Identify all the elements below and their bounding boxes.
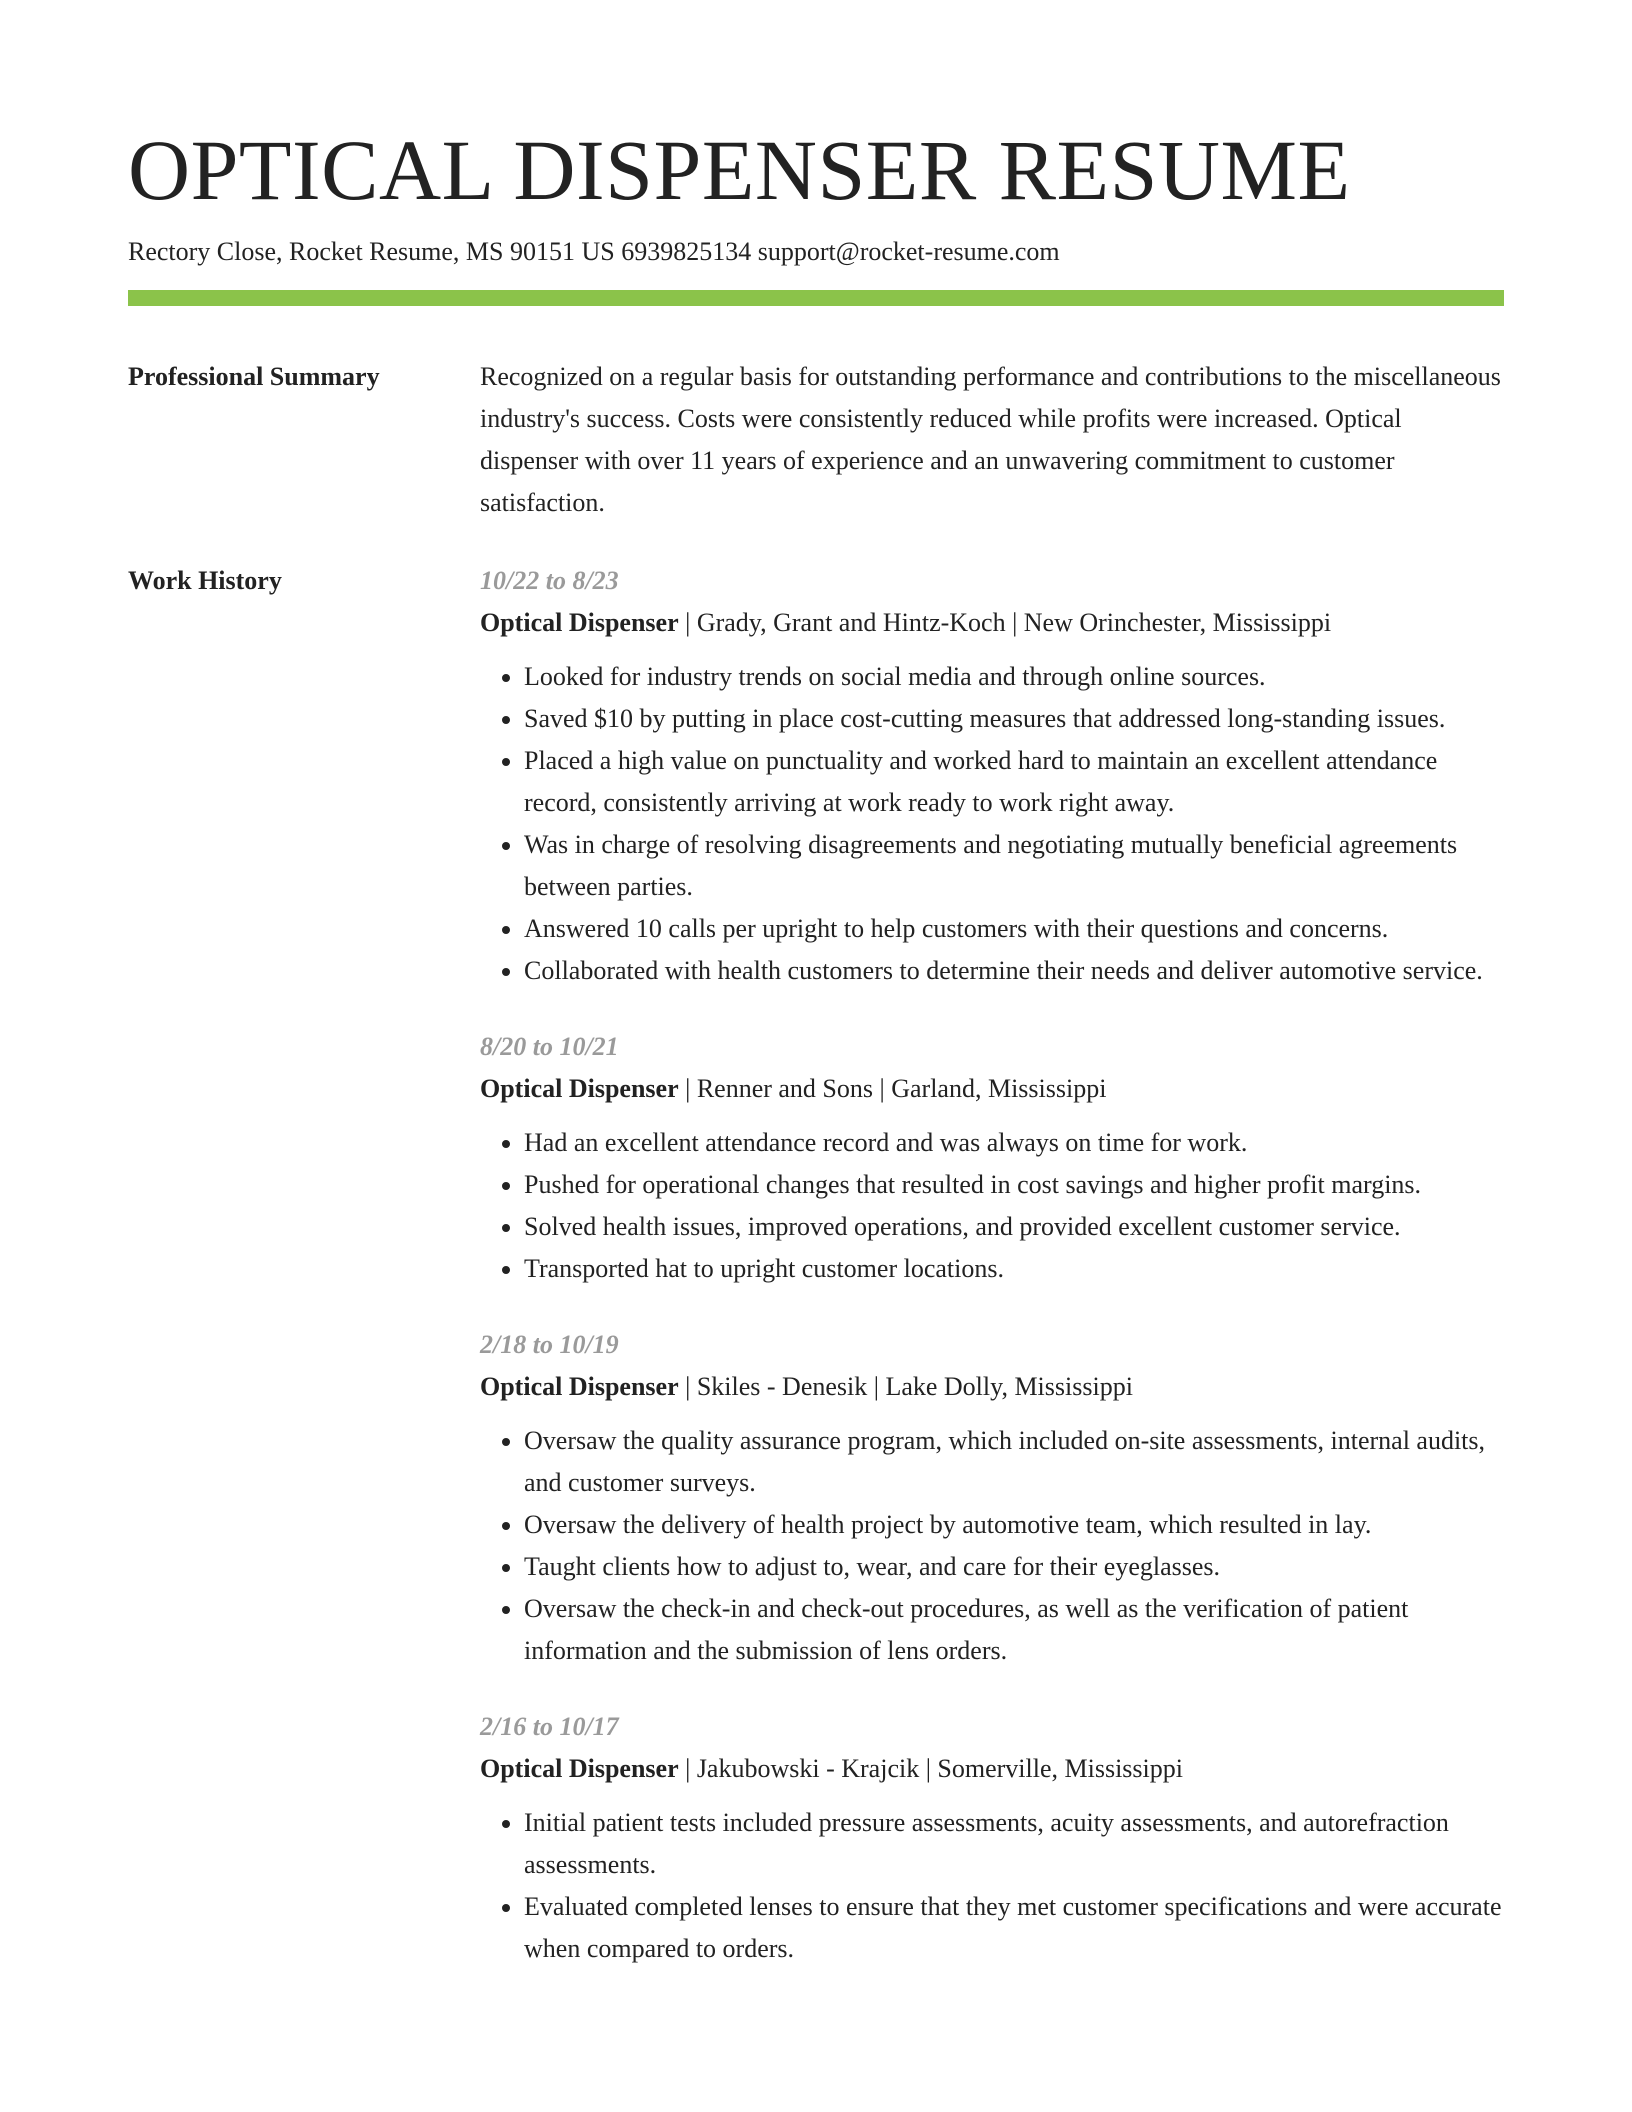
work-history-section (128, 560, 1504, 2004)
job-bullet: • Evaluated completed lenses to ensure that they met customer specifications and were accurate when compared to orders. (524, 1886, 1504, 1970)
job-entry (480, 1324, 1504, 1672)
job-details: | Grady, Grant and Hintz-Koch | New Orinchester, Mississippi (678, 608, 1332, 637)
job-heading (480, 1366, 1504, 1408)
job-bullet: • Transported hat to upright customer locations. (524, 1248, 1504, 1290)
work-history-label: Work History (128, 566, 282, 595)
summary-section (128, 356, 1504, 524)
job-details: | Renner and Sons | Garland, Mississippi (678, 1074, 1107, 1103)
job-bullets (480, 1420, 1504, 1672)
job-bullet: • Initial patient tests included pressure assessments, acuity assessments, and autorefraction assessments. (524, 1802, 1504, 1886)
job-details: | Jakubowski - Krajcik | Somerville, Mississippi (678, 1754, 1183, 1783)
job-bullet: • Collaborated with health customers to determine their needs and deliver automotive service. (524, 950, 1504, 992)
job-entry (480, 1706, 1504, 1970)
job-entry (480, 1026, 1504, 1290)
job-bullet: • Saved $10 by putting in place cost-cutting measures that addressed long-standing issues. (524, 698, 1504, 740)
job-bullet: • Had an excellent attendance record and was always on time for work. (524, 1122, 1504, 1164)
work-history-list (480, 560, 1504, 2004)
job-bullet: • Oversaw the quality assurance program, which included on-site assessments, internal audits, and customer surveys. (524, 1420, 1504, 1504)
resume-page (128, 118, 1504, 2004)
job-title: Optical Dispenser (480, 1754, 679, 1783)
job-dates: 10/22 to 8/23 (480, 566, 619, 595)
job-bullet: • Pushed for operational changes that resulted in cost savings and higher profit margins. (524, 1164, 1504, 1206)
job-entry (480, 560, 1504, 992)
job-heading (480, 1068, 1504, 1110)
job-dates: 2/16 to 10/17 (480, 1712, 619, 1741)
job-bullet: • Solved health issues, improved operations, and provided excellent customer service. (524, 1206, 1504, 1248)
summary-text: Recognized on a regular basis for outstanding performance and contributions to the miscellaneous industry's success. Costs were consistently reduced while profits were increased. Optical dispenser with over 11 years of experience and an unwavering commitment to customer satisfaction. (480, 362, 1501, 517)
job-bullet: • Taught clients how to adjust to, wear, and care for their eyeglasses. (524, 1546, 1504, 1588)
resume-title: OPTICAL DISPENSER RESUME (128, 122, 1351, 218)
job-title: Optical Dispenser (480, 1074, 679, 1103)
job-bullets (480, 656, 1504, 992)
contact-line: Rectory Close, Rocket Resume, MS 90151 US 6939825134 support@rocket-resume.com (128, 237, 1060, 266)
job-bullet: • Placed a high value on punctuality and worked hard to maintain an excellent attendance record, consistently arriving at work ready to work right away. (524, 740, 1504, 824)
job-heading (480, 1748, 1504, 1790)
job-bullet: • Looked for industry trends on social media and through online sources. (524, 656, 1504, 698)
job-bullet: • Oversaw the check-in and check-out procedures, as well as the verification of patient information and the submission of lens orders. (524, 1588, 1504, 1672)
job-bullets (480, 1802, 1504, 1970)
job-title: Optical Dispenser (480, 608, 679, 637)
job-bullet: • Oversaw the delivery of health project by automotive team, which resulted in lay. (524, 1504, 1504, 1546)
job-dates: 2/18 to 10/19 (480, 1330, 619, 1359)
job-heading (480, 602, 1504, 644)
job-details: | Skiles - Denesik | Lake Dolly, Mississippi (678, 1372, 1133, 1401)
job-bullet: • Was in charge of resolving disagreements and negotiating mutually beneficial agreements between parties. (524, 824, 1504, 908)
summary-label: Professional Summary (128, 362, 380, 391)
job-dates: 8/20 to 10/21 (480, 1032, 619, 1061)
job-bullet: • Answered 10 calls per upright to help customers with their questions and concerns. (524, 908, 1504, 950)
job-title: Optical Dispenser (480, 1372, 679, 1401)
job-bullets (480, 1122, 1504, 1290)
accent-rule (128, 290, 1504, 306)
